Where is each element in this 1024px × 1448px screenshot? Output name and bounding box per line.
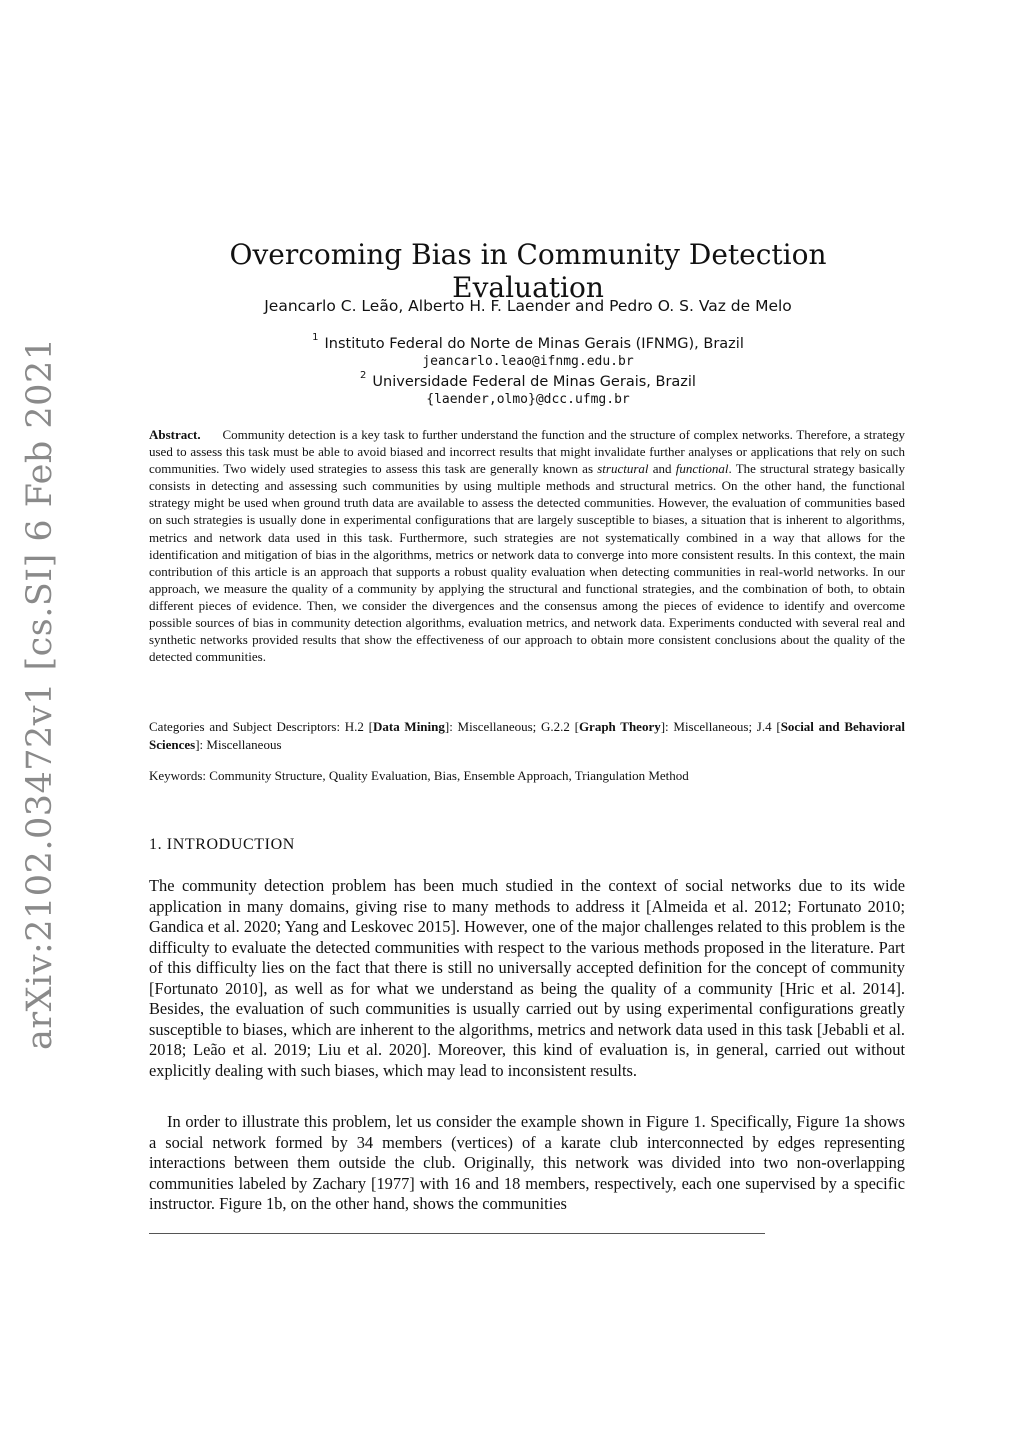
abstract-emphasis: functional xyxy=(675,461,729,477)
footnote-divider xyxy=(149,1233,765,1234)
abstract-label: Abstract. xyxy=(149,427,201,442)
categories-text: ]: Miscellaneous; J.4 [ xyxy=(660,719,781,734)
intro-paragraph-1: The community detection problem has been much studied in the context of social networks due to its wide application in many domains, giving rise to many methods to address it [Almeida et al. 2012; Fortunato 2010; Gandica et al. 2020; Yang and Leskovec 2015]. However, one of the major challenges related to this problem is the difficulty to evaluate the detected communities with respect to the various methods proposed in the literature. Part of this difficulty lies on the fact that there is still no universally accepted definition for the concept of community [Fortunato 2010], as well as for what we understand as being the quality of a community [Hric et al. 2014]. Besides, the evaluation of such communities is usually carried out by using experimental configurations greatly susceptible to biases, which are inherent to the algorithms, metrics and network data used in this task [Jebabli et al. 2018; Leão et al. 2019; Liu et al. 2020]. Moreover, this kind of evaluation is, in general, carried out without explicitly dealing with such biases, which may lead to inconsistent results. xyxy=(149,876,905,1080)
category-graph-theory: Graph Theory xyxy=(578,719,661,734)
arxiv-identifier: arXiv:2102.03472v1 [cs.SI] 6 Feb 2021 xyxy=(20,337,60,1050)
author-list: Jeancarlo C. Leão, Alberto H. F. Laender and Pedro O. S. Vaz de Melo xyxy=(264,297,792,315)
intro-paragraph-2: In order to illustrate this problem, let us consider the example shown in Figure 1. Specifically, Figure 1a shows a social network formed by 34 members (vertices) of a karate club interconnected by edges representing interactions between them outside the club. Originally, this network was divided into two non-overlapping communities labeled by Zachary [1977] with 16 and 18 members, respectively, each one supervised by a specific instructor. Figure 1b, on the other hand, shows the communities xyxy=(149,1112,905,1213)
abstract xyxy=(149,426,905,665)
affiliation-name: Universidade Federal de Minas Gerais, Brazil xyxy=(372,373,696,390)
paper-title: Overcoming Bias in Community Detection Evaluation xyxy=(229,238,827,304)
section-heading-introduction: 1. INTRODUCTION xyxy=(149,836,295,853)
affiliation-2-email: {laender,olmo}@dcc.ufmg.br xyxy=(426,392,630,407)
categories-descriptors xyxy=(149,718,905,753)
affiliation-mark: 2 xyxy=(360,370,367,381)
categories-text: ]: Miscellaneous; G.2.2 [ xyxy=(444,719,579,734)
category-social-sciences: Social and Behavioral Sciences xyxy=(149,719,905,752)
affiliation-2 xyxy=(150,372,906,390)
affiliation-name: Instituto Federal do Norte de Minas Gerais (IFNMG), Brazil xyxy=(324,335,744,352)
affiliation-mark: 1 xyxy=(312,332,319,343)
abstract-text: . The structural strategy basically consists in detecting and assessing such communities by using multiple methods and structural metrics. On the other hand, the functional strategy might be used when ground truth data are available to assess the detected communities. However, the evaluation of communities based on such strategies is usually done in experimental configurations that are largely susceptible to biases, a situation that is inherent to algorithms, metrics and network data used in this task. Furthermore, such strategies are not systematically combined in a way that allows for the identification and mitigation of bias in the algorithms, metrics or network data to converge into more consistent results. In this context, the main contribution of this article is an approach that supports a robust quality evaluation when detecting communities in real-world networks. In our approach, we measure the quality of a community by applying the structural and functional strategies, and the combination of both, to obtain different pieces of evidence. Then, we consider the divergences and the consensus among the pieces of evidence to identify and overcome possible sources of bias in community detection algorithms, evaluation metrics, and network data. Experiments conducted with several real and synthetic networks provided results that show the effectiveness of our approach to obtain more consistent conclusions about the quality of the detected communities. xyxy=(149,461,905,665)
abstract-text: Community detection is a key task to further understand the function and the structure of complex networks. Therefore, a strategy used to assess this task must be able to avoid biased and incorrect results that might invalidate further analyses or applications that rely on such communities. Two widely used strategies to assess this task are generally known as xyxy=(149,427,906,477)
keywords: Keywords: Community Structure, Quality Evaluation, Bias, Ensemble Approach, Triangulation Method xyxy=(149,768,689,783)
categories-text: Categories and Subject Descriptors: H.2 [ xyxy=(149,719,373,734)
affiliation-1-email: jeancarlo.leao@ifnmg.edu.br xyxy=(422,354,634,369)
categories-text: ]: Miscellaneous xyxy=(195,736,282,752)
abstract-text: and xyxy=(652,461,672,477)
abstract-emphasis: structural xyxy=(597,461,649,477)
affiliation-1 xyxy=(150,334,906,352)
category-data-mining: Data Mining xyxy=(372,719,445,734)
